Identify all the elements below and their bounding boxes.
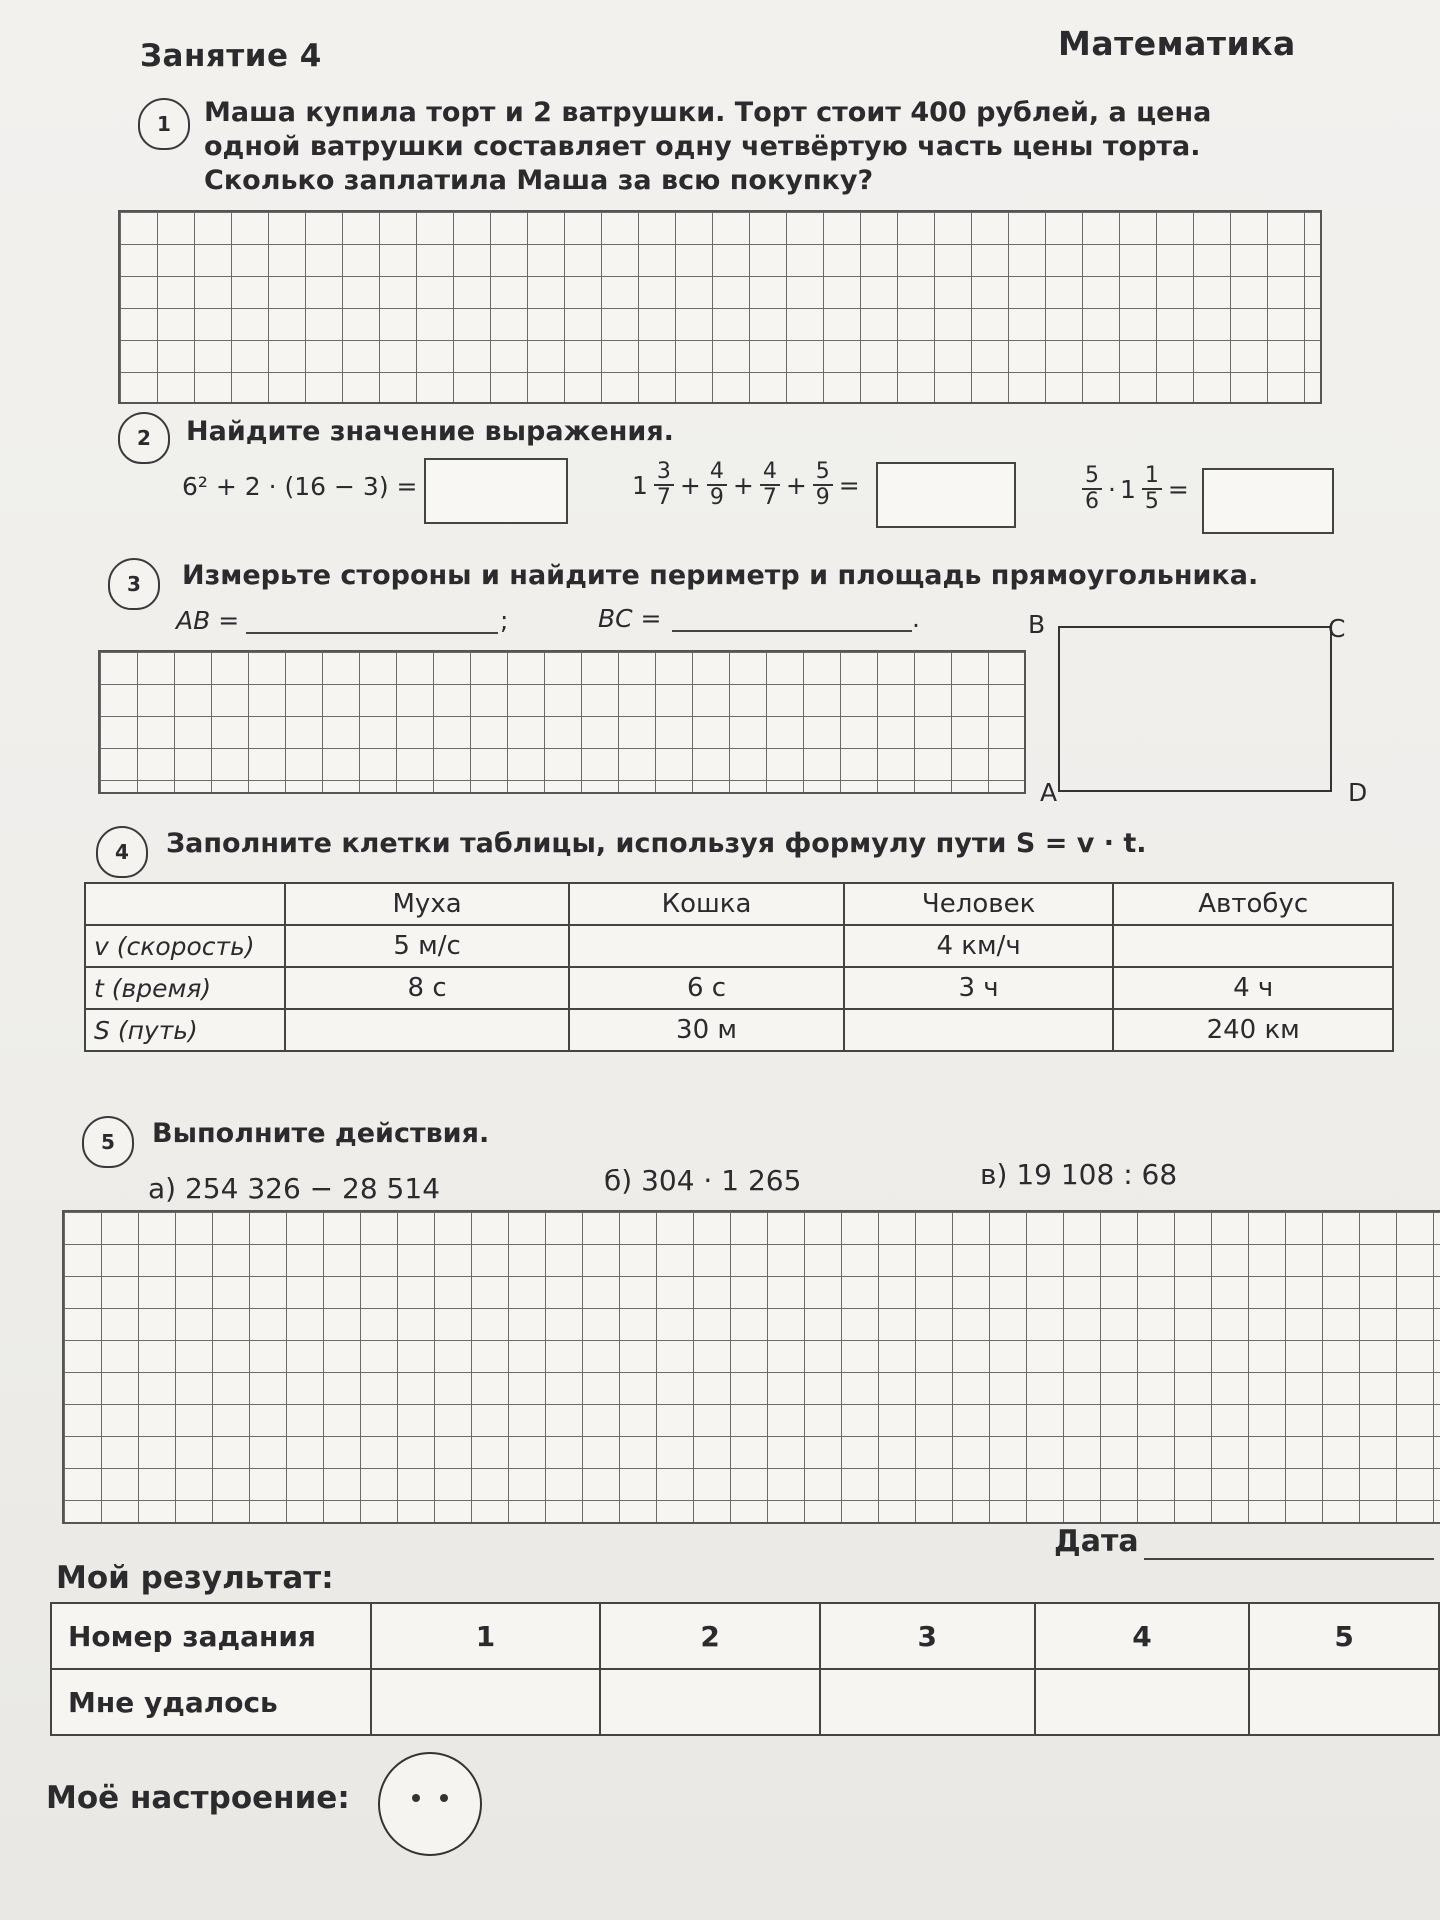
ab-end: ;	[500, 606, 509, 635]
task-number-cell: 4	[1035, 1603, 1250, 1669]
table-row	[85, 967, 1393, 1009]
expr3-whole: 1	[1119, 474, 1136, 504]
table-row	[85, 925, 1393, 967]
expr3-frac1: $\frac{5}{6}$	[1082, 464, 1102, 514]
table-cell: 4 км/ч	[844, 925, 1114, 967]
expr2-frac3: $\frac{4}{7}$	[760, 460, 780, 510]
date-answer-line[interactable]	[1144, 1534, 1434, 1560]
subject-title: Математика	[1058, 24, 1296, 63]
task2-answer3[interactable]	[1202, 468, 1334, 534]
equals-sign: =	[838, 470, 860, 500]
table-cell-empty[interactable]	[1113, 925, 1393, 967]
task1-badge: 1	[138, 98, 190, 150]
table-cell: 240 км	[1113, 1009, 1393, 1051]
col-header-person: Человек	[844, 883, 1114, 925]
task-number-cell: 1	[371, 1603, 601, 1669]
table-cell: 3 ч	[844, 967, 1114, 1009]
row-label-task-number: Номер задания	[51, 1603, 371, 1669]
task-number-cell: 5	[1249, 1603, 1439, 1669]
table-cell: 4 ч	[1113, 967, 1393, 1009]
task5-a: а) 254 326 − 28 514	[148, 1172, 441, 1205]
row-label-time: t (время)	[85, 967, 285, 1009]
expr2-whole: 1	[632, 470, 648, 500]
task5-badge: 5	[82, 1116, 134, 1168]
expr2-frac1: $\frac{3}{7}$	[654, 460, 674, 510]
success-cell[interactable]	[600, 1669, 820, 1735]
table-header-row	[85, 883, 1393, 925]
col-header-fly: Муха	[285, 883, 569, 925]
task3-title: Измерьте стороны и найдите периметр и площадь прямоугольника.	[182, 560, 1259, 591]
equals-sign: =	[1167, 474, 1189, 504]
success-cell[interactable]	[820, 1669, 1035, 1735]
row-label-success: Мне удалось	[51, 1669, 371, 1735]
vertex-c: C	[1328, 614, 1346, 643]
table-row	[85, 1009, 1393, 1051]
success-cell[interactable]	[1249, 1669, 1439, 1735]
success-cell[interactable]	[371, 1669, 601, 1735]
task2-expr1: 6² + 2 · (16 − 3) =	[182, 472, 418, 501]
smiley-eye-icon	[440, 1794, 448, 1802]
result-numbers-row	[51, 1603, 1439, 1669]
plus-sign: +	[679, 470, 701, 500]
task-number-cell: 2	[600, 1603, 820, 1669]
task1-text: Маша купила торт и 2 ватрушки. Торт стоит 400 рублей, а цена одной ватрушки составляет одну четвёртую часть цены торта. Сколько заплатила Маша за всю покупку?	[204, 97, 1212, 196]
result-table	[50, 1602, 1440, 1736]
table-cell: 30 м	[569, 1009, 844, 1051]
plus-sign: +	[785, 470, 807, 500]
ab-answer-line[interactable]	[246, 608, 498, 634]
table-cell-empty[interactable]	[569, 925, 844, 967]
vertex-d: D	[1348, 778, 1368, 807]
table-cell: 5 м/с	[285, 925, 569, 967]
task1-grid[interactable]	[118, 210, 1322, 404]
task3-badge: 3	[108, 558, 160, 610]
date-label: Дата	[1054, 1524, 1139, 1559]
task5-grid[interactable]	[62, 1210, 1440, 1524]
table-cell-empty[interactable]	[844, 1009, 1114, 1051]
task5-c: в) 19 108 : 68	[980, 1158, 1178, 1191]
task2-badge: 2	[118, 412, 170, 464]
col-header-bus: Автобус	[1113, 883, 1393, 925]
task-number-cell: 3	[820, 1603, 1035, 1669]
table-corner	[85, 883, 285, 925]
bc-end: .	[912, 604, 920, 633]
task2-answer2[interactable]	[876, 462, 1016, 528]
rectangle-abcd	[1058, 626, 1332, 792]
bc-label: BC =	[598, 604, 662, 633]
table-cell: 8 с	[285, 967, 569, 1009]
task2-expr3	[1080, 464, 1189, 514]
table-cell-empty[interactable]	[285, 1009, 569, 1051]
task5-b: б) 304 · 1 265	[604, 1164, 802, 1197]
lesson-title: Занятие 4	[140, 38, 322, 74]
vertex-a: A	[1040, 778, 1058, 807]
table-cell: 6 с	[569, 967, 844, 1009]
task3-grid[interactable]	[98, 650, 1026, 794]
task4-badge: 4	[96, 826, 148, 878]
task4-title: Заполните клетки таблицы, используя формулу пути S = v · t.	[166, 828, 1147, 859]
expr3-frac2: $\frac{1}{5}$	[1142, 464, 1162, 514]
task2-title: Найдите значение выражения.	[186, 416, 674, 447]
result-success-row	[51, 1669, 1439, 1735]
smiley-eye-icon	[412, 1794, 420, 1802]
bc-answer-line[interactable]	[672, 606, 912, 632]
mood-label: Моё настроение:	[46, 1780, 350, 1816]
row-label-speed: v (скорость)	[85, 925, 285, 967]
success-cell[interactable]	[1035, 1669, 1250, 1735]
task5-title: Выполните действия.	[152, 1118, 490, 1149]
mood-smiley-icon[interactable]	[378, 1752, 482, 1856]
row-label-distance: S (путь)	[85, 1009, 285, 1051]
task2-answer1[interactable]	[424, 458, 568, 524]
ab-label: AB =	[176, 606, 240, 635]
plus-sign: +	[732, 470, 754, 500]
dot-sign: ·	[1108, 474, 1116, 504]
col-header-cat: Кошка	[569, 883, 844, 925]
expr2-frac4: $\frac{5}{9}$	[813, 460, 833, 510]
expr2-frac2: $\frac{4}{9}$	[707, 460, 727, 510]
task2-expr2	[632, 460, 860, 510]
vertex-b: B	[1028, 610, 1046, 639]
speed-table	[84, 882, 1394, 1052]
result-title: Мой результат:	[56, 1560, 334, 1596]
